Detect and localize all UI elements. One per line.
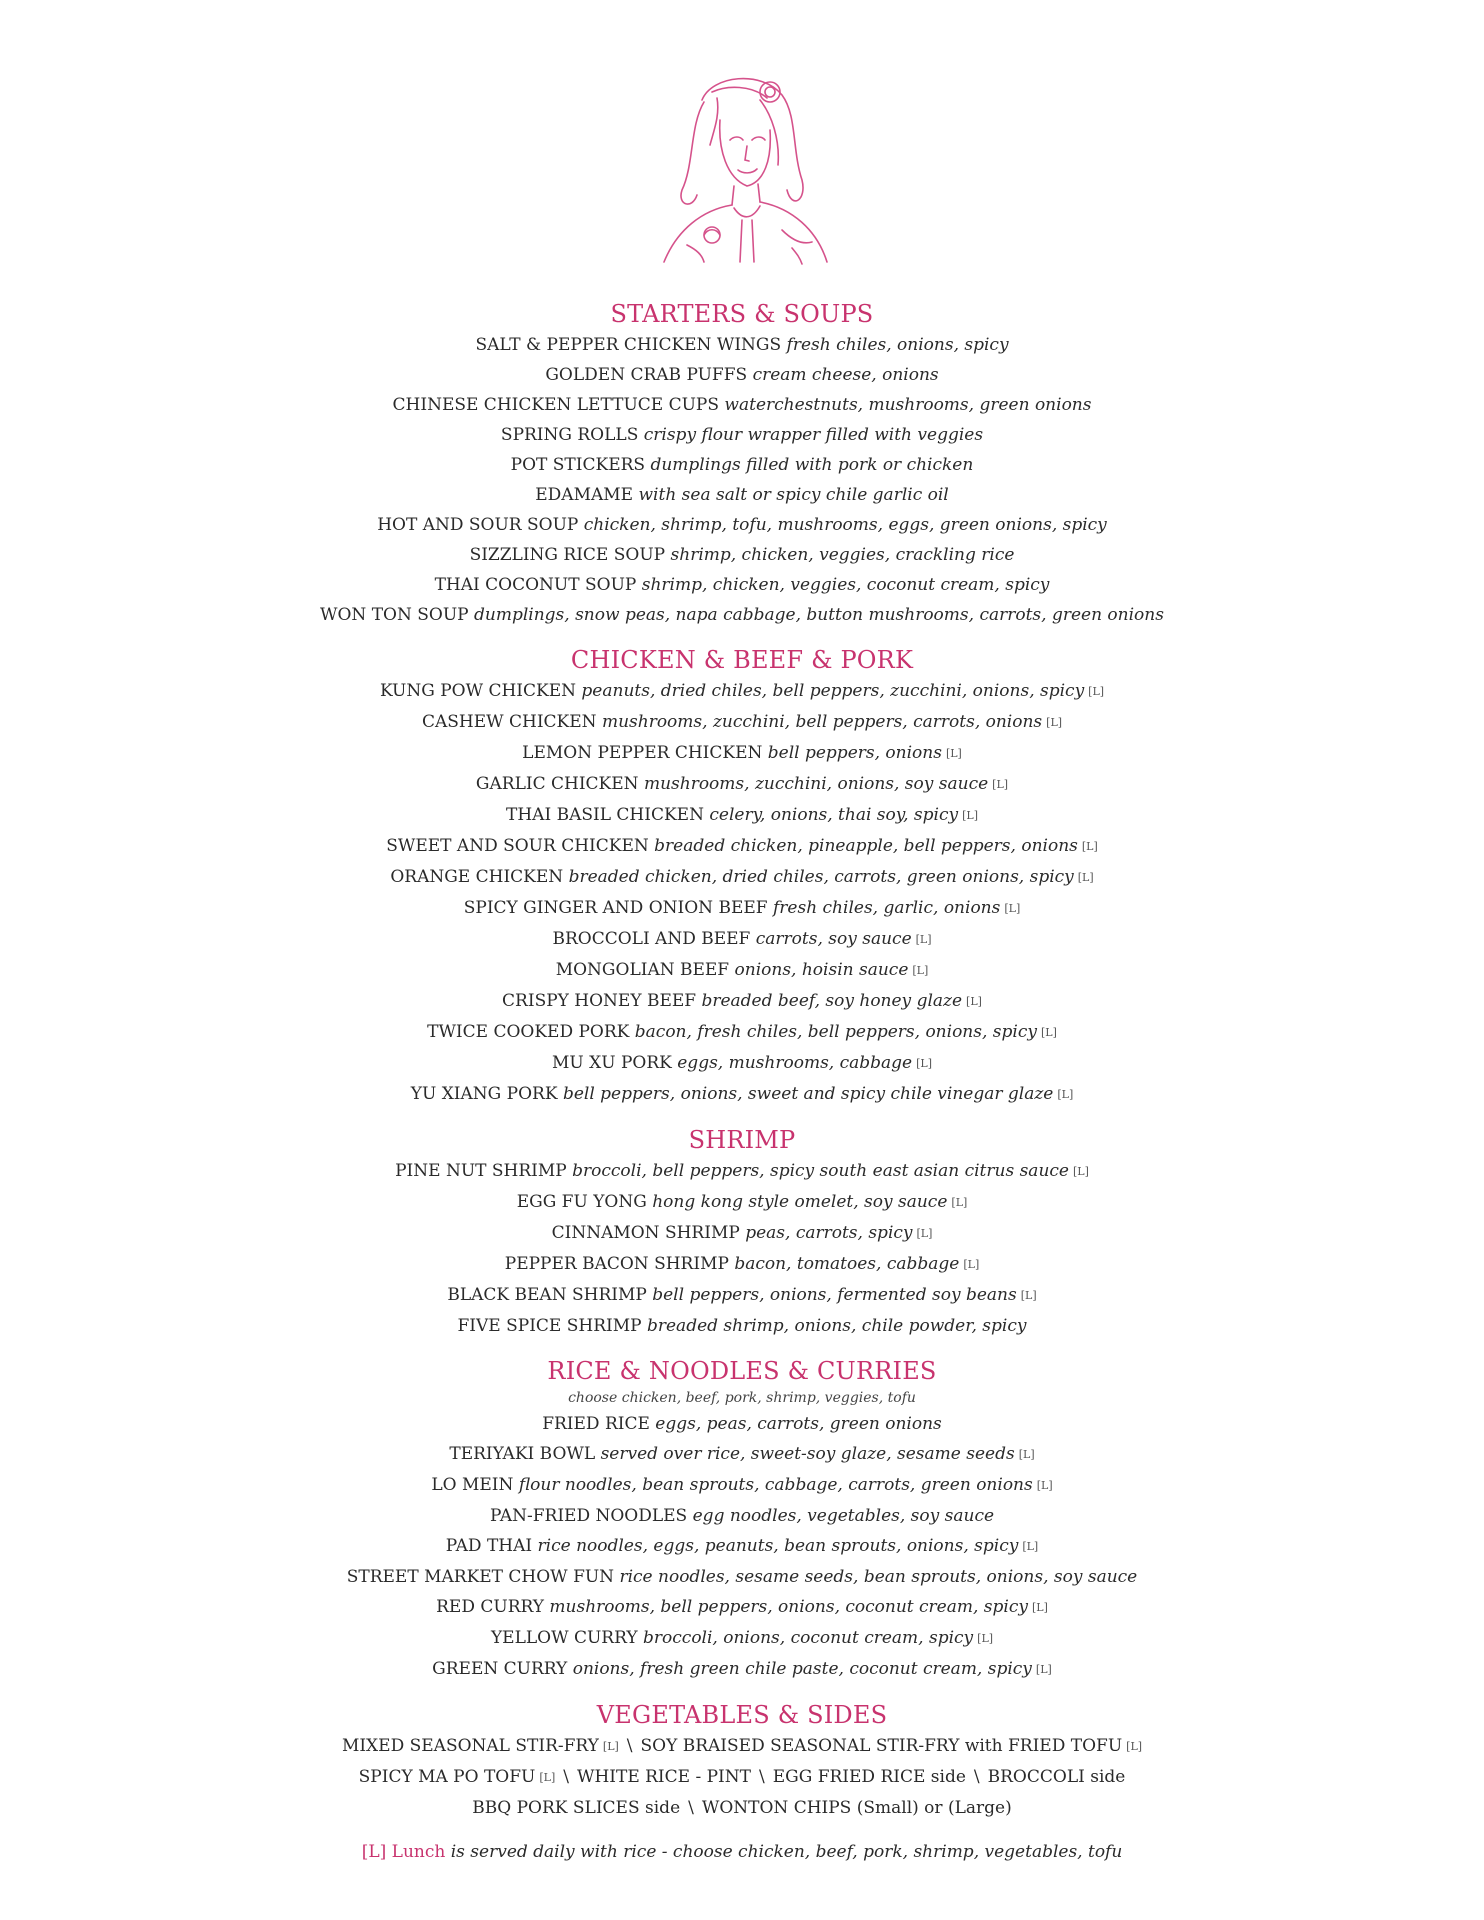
menu-item bbox=[0, 1501, 1484, 1531]
lunch-tag: [L] bbox=[1035, 1663, 1052, 1676]
menu-item bbox=[0, 510, 1484, 540]
separator: \ bbox=[759, 1767, 765, 1787]
item-name: MONGOLIAN BEEF bbox=[555, 960, 730, 980]
item-name: CASHEW CHICKEN bbox=[421, 712, 597, 732]
menu-item bbox=[0, 1280, 1484, 1311]
item-name: KUNG POW CHICKEN bbox=[379, 681, 577, 701]
item-description: bacon, tomatoes, cabbage bbox=[734, 1254, 960, 1274]
item-description: crispy flour wrapper filled with veggies bbox=[643, 425, 984, 445]
lunch-tag: [L] bbox=[992, 778, 1009, 791]
item-name: PINE NUT SHRIMP bbox=[395, 1161, 567, 1181]
section-note: choose chicken, beef, pork, shrimp, veggies, tofu bbox=[568, 1390, 916, 1406]
menu-item bbox=[0, 420, 1484, 450]
item-name: SPRING ROLLS bbox=[500, 425, 639, 445]
menu-item bbox=[0, 1654, 1484, 1685]
item-name: CRISPY HONEY BEEF bbox=[502, 991, 697, 1011]
lunch-tag: [L] bbox=[1036, 1479, 1053, 1492]
item-name: ORANGE CHICKEN bbox=[390, 867, 564, 887]
lunch-tag: [L] bbox=[966, 995, 982, 1008]
lunch-tag: [L] bbox=[977, 1632, 994, 1645]
lunch-tag: [L] bbox=[1020, 1289, 1037, 1302]
item-name: PAN-FRIED NOODLES bbox=[489, 1506, 688, 1526]
section-title: RICE & NOODLES & CURRIES bbox=[547, 1357, 937, 1385]
side-item: BROCCOLI side bbox=[987, 1767, 1126, 1787]
menu-item bbox=[0, 707, 1484, 738]
menu-item bbox=[0, 1470, 1484, 1501]
item-description: breaded shrimp, onions, chile powder, spicy bbox=[646, 1316, 1027, 1336]
item-description: bell peppers, onions, fermented soy beans bbox=[652, 1285, 1017, 1305]
item-description: egg noodles, vegetables, soy sauce bbox=[692, 1506, 995, 1526]
lunch-tag: [L] bbox=[1057, 1088, 1074, 1101]
menu-item bbox=[0, 480, 1484, 510]
menu-item bbox=[0, 1249, 1484, 1280]
menu-item bbox=[0, 676, 1484, 707]
item-name: LEMON PEPPER CHICKEN bbox=[522, 743, 763, 763]
item-description: fresh chiles, onions, spicy bbox=[786, 335, 1009, 355]
sides-line bbox=[0, 1731, 1484, 1762]
item-description: served over rice, sweet-soy glaze, sesame seeds bbox=[600, 1444, 1015, 1464]
separator: \ bbox=[626, 1736, 633, 1756]
section-title: STARTERS & SOUPS bbox=[610, 300, 874, 328]
menu-section bbox=[0, 644, 1484, 1110]
menu-item bbox=[0, 769, 1484, 800]
menu-item bbox=[0, 1017, 1484, 1048]
footer-text: is served daily with rice - choose chicken, beef, pork, shrimp, vegetables, tofu bbox=[450, 1842, 1123, 1862]
item-name: EDAMAME bbox=[535, 485, 634, 505]
lunch-tag: [L] bbox=[1088, 685, 1105, 698]
item-description: with sea salt or spicy chile garlic oil bbox=[638, 485, 949, 505]
menu-item bbox=[0, 1218, 1484, 1249]
lunch-tag: [L] bbox=[1077, 871, 1094, 884]
lunch-tag: [L] bbox=[1081, 840, 1098, 853]
menu-item bbox=[0, 800, 1484, 831]
lunch-tag: [L] bbox=[916, 1057, 932, 1070]
section-title: CHICKEN & BEEF & PORK bbox=[570, 646, 914, 674]
menu-section bbox=[0, 1355, 1484, 1685]
menu-item bbox=[0, 862, 1484, 893]
item-name: THAI BASIL CHICKEN bbox=[506, 805, 704, 825]
lunch-tag: [L] bbox=[915, 933, 932, 946]
lunch-tag: [L] bbox=[539, 1771, 556, 1784]
lunch-tag: [L] bbox=[963, 1258, 980, 1271]
item-description: carrots, soy sauce bbox=[755, 929, 912, 949]
item-description: rice noodles, eggs, peanuts, bean sprouts, onions, spicy bbox=[537, 1536, 1019, 1556]
separator: \ bbox=[973, 1767, 980, 1787]
item-name: FIVE SPICE SHRIMP bbox=[457, 1316, 642, 1336]
item-description: shrimp, chicken, veggies, coconut cream, spicy bbox=[641, 575, 1050, 595]
side-item: WHITE RICE - PINT bbox=[576, 1767, 751, 1787]
menu-item bbox=[0, 986, 1484, 1017]
item-name: CINNAMON SHRIMP bbox=[551, 1223, 740, 1243]
item-description: broccoli, onions, coconut cream, spicy bbox=[643, 1628, 974, 1648]
item-description: onions, hoisin sauce bbox=[734, 960, 909, 980]
item-name: YU XIANG PORK bbox=[410, 1084, 558, 1104]
item-description: eggs, peas, carrots, green onions bbox=[655, 1414, 942, 1434]
lunch-footer bbox=[0, 1837, 1484, 1867]
item-name: CHINESE CHICKEN LETTUCE CUPS bbox=[392, 395, 720, 415]
menu-item bbox=[0, 330, 1484, 360]
item-name: GARLIC CHICKEN bbox=[475, 774, 639, 794]
menu-section bbox=[0, 1124, 1484, 1341]
lunch-tag: [L] bbox=[1031, 1601, 1048, 1614]
item-description: dumplings, snow peas, napa cabbage, button mushrooms, carrots, green onions bbox=[474, 605, 1164, 625]
item-description: flour noodles, bean sprouts, cabbage, carrots, green onions bbox=[518, 1475, 1033, 1495]
item-name: FRIED RICE bbox=[542, 1414, 650, 1434]
lunch-tag: [L] bbox=[916, 1227, 933, 1240]
side-item: EGG FRIED RICE side bbox=[772, 1767, 966, 1787]
item-name: YELLOW CURRY bbox=[490, 1628, 638, 1648]
lunch-tag: [L] bbox=[1046, 716, 1063, 729]
lunch-tag: [L] bbox=[1040, 1026, 1057, 1039]
menu-section bbox=[0, 298, 1484, 630]
lunch-tag: [L] bbox=[1072, 1165, 1089, 1178]
lunch-tag: [L] bbox=[1004, 902, 1021, 915]
menu-item bbox=[0, 738, 1484, 769]
menu-item bbox=[0, 360, 1484, 390]
item-name: EGG FU YONG bbox=[516, 1192, 647, 1212]
menu-item bbox=[0, 955, 1484, 986]
separator: \ bbox=[563, 1767, 569, 1787]
item-description: peas, carrots, spicy bbox=[745, 1223, 913, 1243]
lunch-tag: [L] bbox=[962, 809, 978, 822]
menu-item bbox=[0, 1623, 1484, 1654]
item-description: broccoli, bell peppers, spicy south east asian citrus sauce bbox=[572, 1161, 1069, 1181]
item-description: eggs, mushrooms, cabbage bbox=[677, 1053, 913, 1073]
item-name: SIZZLING RICE SOUP bbox=[469, 545, 666, 565]
menu-item bbox=[0, 1531, 1484, 1562]
lunch-tag: [L] bbox=[602, 1740, 619, 1753]
lunch-tag: [L] bbox=[1018, 1448, 1035, 1461]
lunch-tag: [L] bbox=[945, 747, 962, 760]
item-name: PAD THAI bbox=[445, 1536, 533, 1556]
item-name: LO MEIN bbox=[431, 1475, 514, 1495]
menu-item bbox=[0, 390, 1484, 420]
item-name: RED CURRY bbox=[436, 1597, 545, 1617]
side-item: SOY BRAISED SEASONAL STIR-FRY with FRIED TOFU bbox=[640, 1736, 1123, 1756]
menu-item bbox=[0, 1311, 1484, 1341]
item-description: mushrooms, bell peppers, onions, coconut cream, spicy bbox=[549, 1597, 1028, 1617]
item-name: SWEET AND SOUR CHICKEN bbox=[386, 836, 649, 856]
menu-item bbox=[0, 570, 1484, 600]
side-item: SPICY MA PO TOFU bbox=[358, 1767, 536, 1787]
item-name: SPICY GINGER AND ONION BEEF bbox=[463, 898, 768, 918]
menu-item bbox=[0, 450, 1484, 480]
item-name: PEPPER BACON SHRIMP bbox=[504, 1254, 729, 1274]
menu-item bbox=[0, 1187, 1484, 1218]
item-description: breaded beef, soy honey glaze bbox=[701, 991, 963, 1011]
item-name: WON TON SOUP bbox=[320, 605, 469, 625]
item-description: shrimp, chicken, veggies, crackling rice bbox=[670, 545, 1015, 565]
separator: \ bbox=[688, 1798, 694, 1818]
item-description: fresh chiles, garlic, onions bbox=[772, 898, 1001, 918]
lunch-tag: [L] bbox=[951, 1196, 968, 1209]
menu-section-sides bbox=[0, 1699, 1484, 1823]
menu-item bbox=[0, 1439, 1484, 1470]
menu-item bbox=[0, 893, 1484, 924]
item-description: onions, fresh green chile paste, coconut cream, spicy bbox=[572, 1659, 1032, 1679]
item-description: bell peppers, onions bbox=[767, 743, 942, 763]
item-description: mushrooms, zucchini, onions, soy sauce bbox=[643, 774, 989, 794]
item-description: bacon, fresh chiles, bell peppers, onions, spicy bbox=[634, 1022, 1037, 1042]
item-name: POT STICKERS bbox=[510, 455, 646, 475]
item-description: peanuts, dried chiles, bell peppers, zucchini, onions, spicy bbox=[581, 681, 1085, 701]
lunch-tag: [L] bbox=[912, 964, 929, 977]
side-item: BBQ PORK SLICES side bbox=[472, 1798, 681, 1818]
sides-line bbox=[0, 1762, 1484, 1793]
item-description: bell peppers, onions, sweet and spicy chile vinegar glaze bbox=[562, 1084, 1054, 1104]
item-name: TWICE COOKED PORK bbox=[427, 1022, 630, 1042]
menu-item bbox=[0, 1156, 1484, 1187]
item-description: breaded chicken, dried chiles, carrots, green onions, spicy bbox=[568, 867, 1074, 887]
item-description: rice noodles, sesame seeds, bean sprouts, onions, soy sauce bbox=[619, 1567, 1138, 1587]
menu-item bbox=[0, 1079, 1484, 1110]
footer-lunch-label: [L] Lunch bbox=[361, 1842, 446, 1862]
item-name: BROCCOLI AND BEEF bbox=[552, 929, 751, 949]
item-description: cream cheese, onions bbox=[752, 365, 939, 385]
menu-item bbox=[0, 600, 1484, 630]
item-name: THAI COCONUT SOUP bbox=[434, 575, 637, 595]
menu-item bbox=[0, 540, 1484, 570]
sides-line bbox=[0, 1793, 1484, 1823]
item-name: GREEN CURRY bbox=[432, 1659, 568, 1679]
item-name: BLACK BEAN SHRIMP bbox=[447, 1285, 647, 1305]
item-name: TERIYAKI BOWL bbox=[449, 1444, 596, 1464]
item-name: SALT & PEPPER CHICKEN WINGS bbox=[475, 335, 782, 355]
menu bbox=[0, 298, 1484, 1867]
item-name: GOLDEN CRAB PUFFS bbox=[545, 365, 748, 385]
side-item: MIXED SEASONAL STIR-FRY bbox=[341, 1736, 599, 1756]
menu-item bbox=[0, 1562, 1484, 1592]
section-title: VEGETABLES & SIDES bbox=[596, 1701, 888, 1729]
item-name: HOT AND SOUR SOUP bbox=[377, 515, 579, 535]
menu-item bbox=[0, 1592, 1484, 1623]
item-description: mushrooms, zucchini, bell peppers, carrots, onions bbox=[601, 712, 1043, 732]
menu-item bbox=[0, 1048, 1484, 1079]
lunch-tag: [L] bbox=[1022, 1540, 1039, 1553]
side-item: WONTON CHIPS (Small) or (Large) bbox=[701, 1798, 1012, 1818]
lunch-tag: [L] bbox=[1126, 1740, 1143, 1753]
item-description: hong kong style omelet, soy sauce bbox=[652, 1192, 948, 1212]
section-title: SHRIMP bbox=[688, 1126, 796, 1154]
item-description: breaded chicken, pineapple, bell peppers, onions bbox=[654, 836, 1078, 856]
item-name: STREET MARKET CHOW FUN bbox=[346, 1567, 615, 1587]
portrait-illustration bbox=[642, 70, 848, 266]
item-description: chicken, shrimp, tofu, mushrooms, eggs, green onions, spicy bbox=[583, 515, 1107, 535]
menu-item bbox=[0, 1409, 1484, 1439]
menu-item bbox=[0, 924, 1484, 955]
item-description: celery, onions, thai soy, spicy bbox=[709, 805, 959, 825]
menu-item bbox=[0, 831, 1484, 862]
item-description: dumplings filled with pork or chicken bbox=[650, 455, 974, 475]
item-description: waterchestnuts, mushrooms, green onions bbox=[724, 395, 1092, 415]
item-name: MU XU PORK bbox=[551, 1053, 672, 1073]
